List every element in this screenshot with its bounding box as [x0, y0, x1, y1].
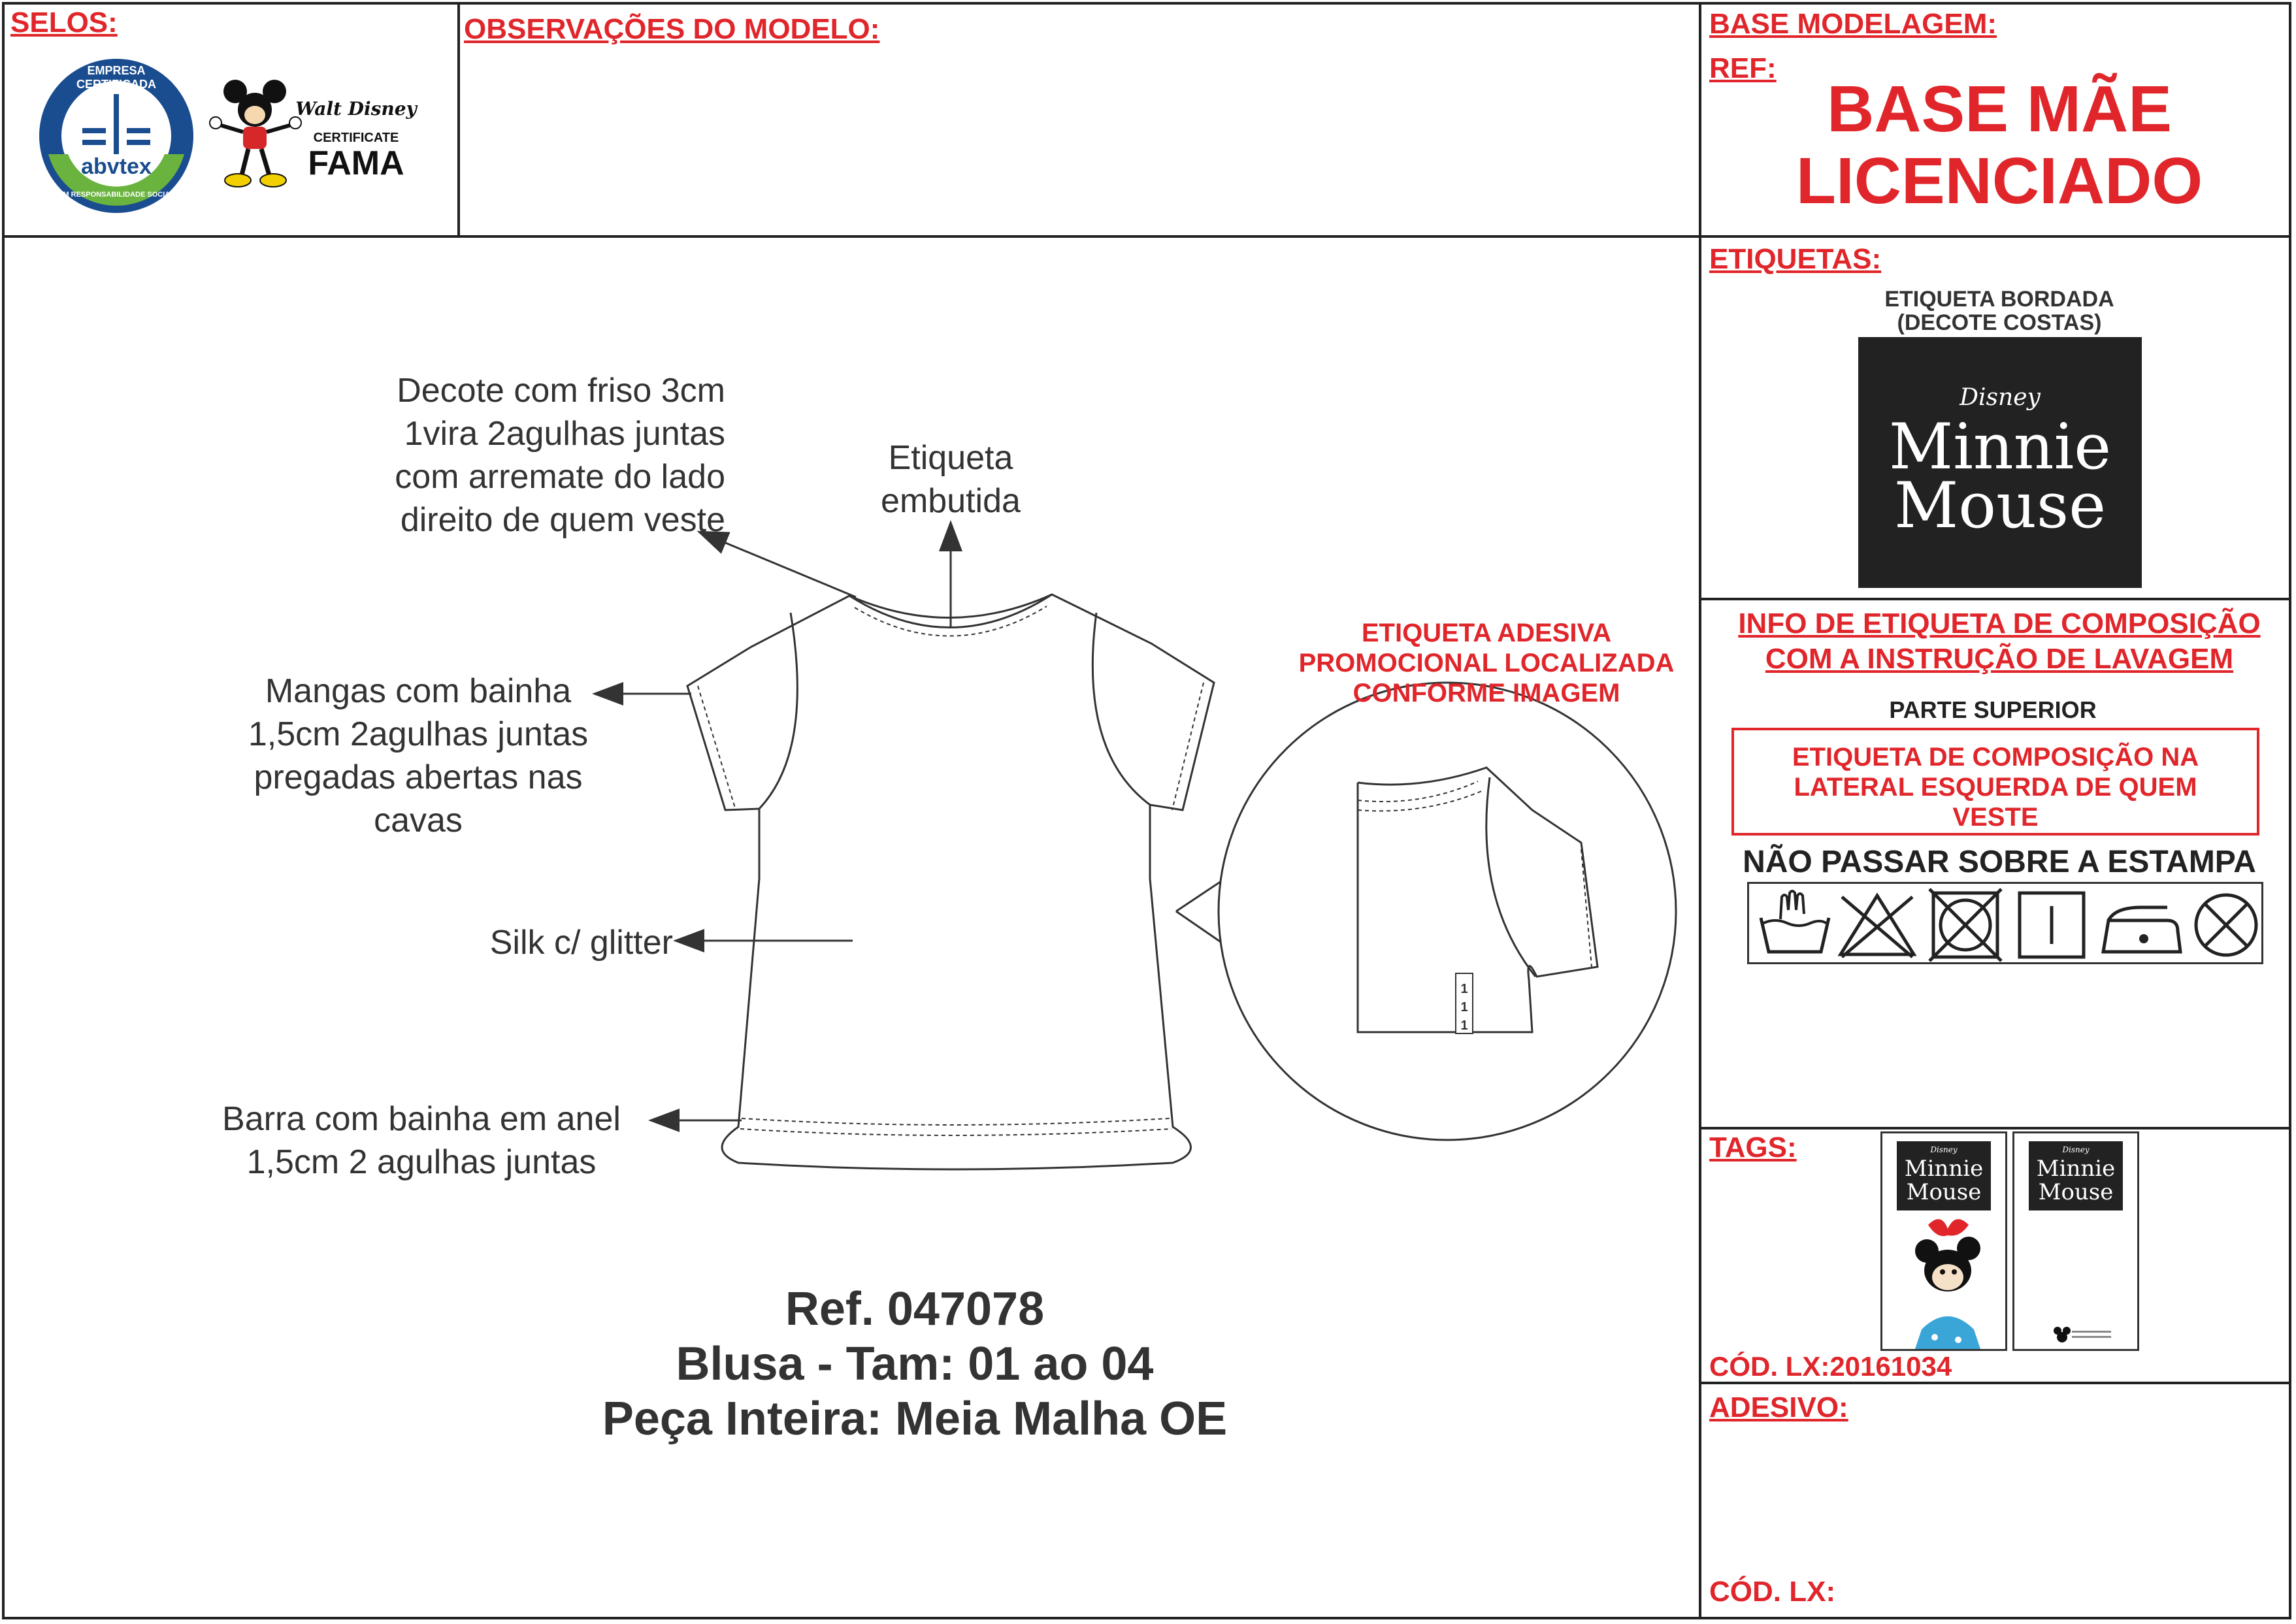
tag-back	[2012, 1131, 2139, 1351]
composicao-box-line2: LATERAL ESQUERDA DE QUEM	[1794, 773, 2197, 802]
composicao-box-line1: ETIQUETA DE COMPOSIÇÃO NA	[1792, 743, 2199, 771]
no-tumble-dry-icon	[1929, 889, 2001, 961]
note-decote-line4: direito de quem veste	[400, 501, 725, 539]
minnie-label-logo	[1858, 337, 2142, 588]
tags-cod-lx: CÓD. LX:20161034	[1709, 1351, 1952, 1382]
tag-back-line1: Minnie	[2036, 1156, 2116, 1182]
abvtex-top-text: EMPRESA CERTIFICADA	[76, 64, 156, 91]
note-mangas-line1: Mangas com bainha	[265, 672, 572, 710]
nao-passar-warning: NÃO PASSAR SOBRE A ESTAMPA	[1743, 845, 2256, 879]
arrow-decote	[700, 532, 856, 597]
tshirt-outline	[687, 594, 1214, 1169]
no-dry-clean-icon	[2196, 895, 2256, 955]
note-decote	[307, 369, 725, 542]
etiqueta-bordada-line1: ETIQUETA BORDADA	[1884, 287, 2114, 312]
tag-back-brand: Disney	[2062, 1145, 2090, 1154]
line-dry-icon	[2020, 893, 2084, 957]
note-mangas-line3: pregadas abertas nas	[254, 758, 583, 796]
note-barra-line2: 1,5cm 2 agulhas juntas	[246, 1143, 597, 1181]
note-decote-line2: 1vira 2agulhas juntas	[404, 415, 725, 453]
detail-digit-2: 1	[1460, 1000, 1468, 1015]
note-decote-line3: com arremate do lado	[395, 458, 725, 496]
wash-symbols-strip	[1747, 882, 2263, 964]
disney-certificate: CERTIFICATE	[313, 131, 399, 145]
minnie-character-icon	[1882, 1133, 2009, 1353]
parte-superior: PARTE SUPERIOR	[1889, 696, 2097, 723]
detail-zoom-circle	[1219, 683, 1676, 1140]
note-mangas	[216, 670, 621, 842]
product-reference	[457, 1282, 1372, 1446]
composicao-box-line3: VESTE	[1952, 803, 2039, 832]
composicao-title-line2: COM A INSTRUÇÃO DE LAVAGEM	[1765, 643, 2234, 675]
adesivo-cod-lx: CÓD. LX:	[1709, 1576, 1836, 1608]
note-adesiva-line1: ETIQUETA ADESIVA	[1361, 619, 1612, 647]
tag-front	[1880, 1131, 2007, 1351]
base-title-line1: BASE MÃE	[1827, 73, 2172, 146]
base-title-line2: LICENCIADO	[1796, 144, 2203, 218]
tag-front-brand: Disney	[1930, 1145, 1958, 1154]
etiqueta-bordada-line2: (DECOTE COSTAS)	[1897, 310, 2102, 335]
product-type-line: Blusa - Tam: 01 ao 04	[676, 1338, 1154, 1390]
iron-low-icon	[2103, 907, 2180, 952]
product-ref-line: Ref. 047078	[785, 1283, 1045, 1335]
composicao-box-text	[1734, 742, 2257, 832]
abvtex-bottom-text: EM RESPONSABILIDADE SOCIAL	[58, 191, 174, 199]
selos-label: SELOS:	[10, 7, 118, 39]
detail-digit-1: 1	[1460, 982, 1468, 996]
detail-digit-3: 1	[1460, 1018, 1468, 1033]
note-barra	[189, 1097, 653, 1184]
note-etiqueta-embutida	[820, 436, 1081, 523]
note-adesiva-line3: CONFORME IMAGEM	[1353, 679, 1620, 707]
disney-fama: FAMA	[308, 144, 404, 182]
abvtex-brand: abvtex	[81, 154, 152, 179]
disney-brand: Walt Disney	[295, 98, 417, 120]
mickey-head-small-icon	[2014, 1133, 2141, 1353]
note-decote-line1: Decote com friso 3cm	[397, 372, 725, 410]
composicao-title-line1: INFO DE ETIQUETA DE COMPOSIÇÃO	[1738, 608, 2261, 640]
tag-front-line1: Minnie	[1904, 1156, 1984, 1182]
tag-back-line2: Mouse	[2038, 1179, 2114, 1205]
tags-label: TAGS:	[1709, 1131, 1797, 1163]
note-mangas-line4: cavas	[374, 802, 463, 839]
note-silk: Silk c/ glitter	[489, 924, 673, 962]
note-adesiva-line2: PROMOCIONAL LOCALIZADA	[1298, 649, 1675, 677]
note-etiqueta-line2: embutida	[881, 482, 1021, 520]
composicao-title	[1712, 606, 2287, 677]
no-bleach-icon	[1841, 896, 1914, 957]
detail-label-digits	[1456, 980, 1473, 1035]
logo-minnie: Minnie	[1888, 410, 2112, 483]
etiquetas-label: ETIQUETAS:	[1709, 243, 1882, 275]
composicao-box	[1731, 728, 2259, 836]
base-modelagem-label: BASE MODELAGEM:	[1709, 8, 1997, 40]
tag-front-line2: Mouse	[1906, 1179, 1982, 1205]
observacoes-label: OBSERVAÇÕES DO MODELO:	[464, 13, 880, 45]
etiqueta-bordada-caption	[1816, 287, 2182, 334]
note-etiqueta-line1: Etiqueta	[888, 439, 1013, 477]
product-fabric-line: Peça Inteira: Meia Malha OE	[602, 1393, 1228, 1445]
note-mangas-line2: 1,5cm 2agulhas juntas	[248, 715, 589, 753]
hand-wash-icon	[1761, 891, 1829, 952]
note-etiqueta-adesiva	[1277, 618, 1696, 708]
ref-label: REF:	[1709, 52, 1777, 84]
adesivo-label: ADESIVO:	[1709, 1391, 1848, 1423]
note-barra-line1: Barra com bainha em anel	[222, 1100, 621, 1138]
logo-mouse: Mouse	[1894, 469, 2106, 542]
logo-disney: Disney	[1960, 384, 2041, 411]
